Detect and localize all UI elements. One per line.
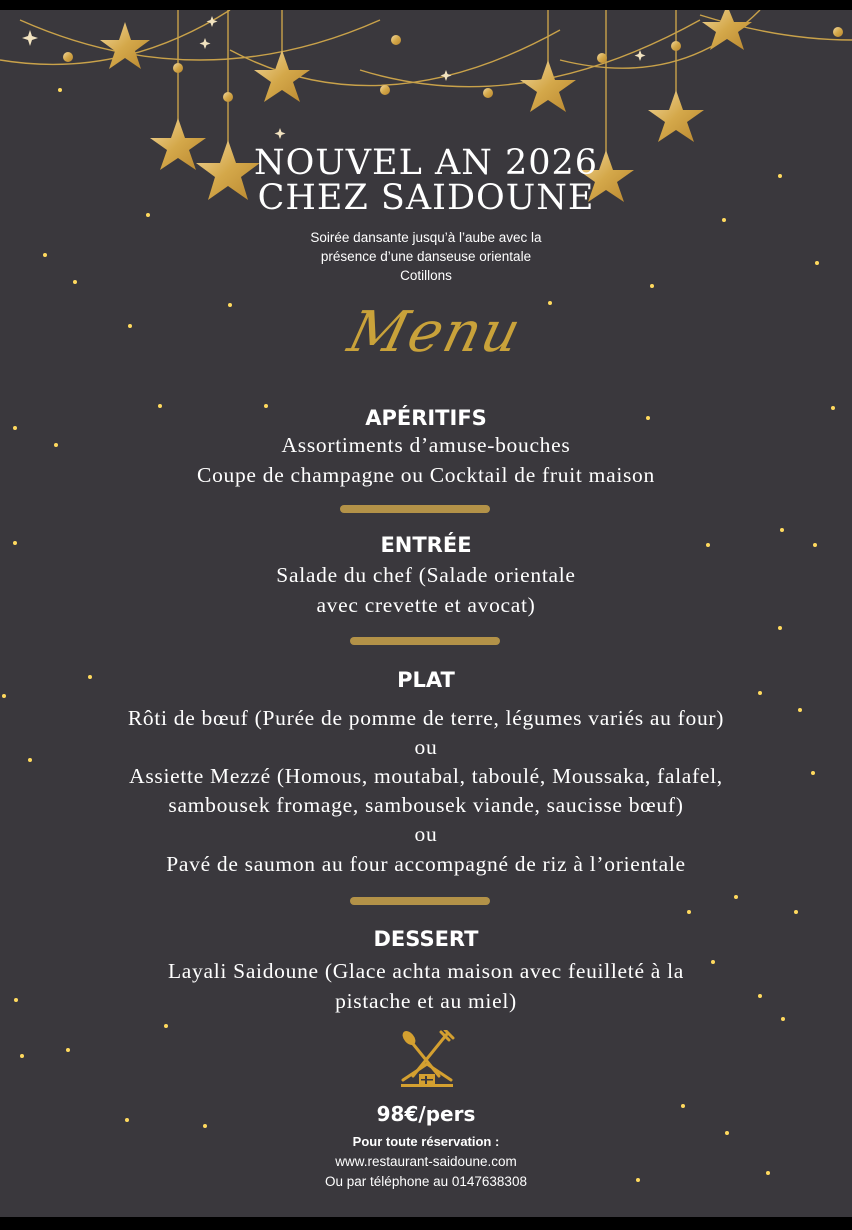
menu-script-heading: Menu: [341, 300, 529, 365]
plat-or2: ou: [414, 822, 438, 846]
heading-plat: PLAT: [397, 668, 455, 692]
plat-line1: Rôti de bœuf (Purée de pomme de terre, légumes variés au four): [127, 706, 725, 730]
entree-line2: avec crevette et avocat): [316, 593, 536, 617]
reservation-label: Pour toute réservation :: [352, 1134, 500, 1149]
menu-page: [0, 10, 852, 1217]
aperitifs-line1: Assortiments d’amuse-bouches: [281, 433, 571, 457]
plat-or1: ou: [414, 735, 438, 759]
subtitle-line2: présence d’une danseuse orientale: [320, 249, 532, 264]
plat-line2: Assiette Mezzé (Homous, moutabal, taboulé, Moussaka, falafel,: [129, 764, 723, 788]
aperitifs-line2: Coupe de champagne ou Cocktail de fruit maison: [197, 463, 655, 487]
entree-line1: Salade du chef (Salade orientale: [276, 563, 576, 587]
dessert-line1: Layali Saidoune (Glace achta maison avec feuilleté à la: [167, 959, 685, 983]
plat-line4: Pavé de saumon au four accompagné de riz à l’orientale: [166, 852, 686, 876]
page-title-line2: CHEZ SAIDOUNE: [257, 178, 595, 218]
website-link[interactable]: www.restaurant-saidoune.com: [335, 1154, 517, 1169]
subtitle-line3: Cotillons: [400, 268, 452, 283]
plat-line3: sambousek fromage, sambousek viande, saucisse bœuf): [168, 793, 684, 817]
heading-entree: ENTRÉE: [380, 533, 472, 557]
page-title-line1: NOUVEL AN 2026: [253, 143, 599, 183]
subtitle-line1: Soirée dansante jusqu’à l’aube avec la: [310, 230, 542, 245]
phone-line: Ou par téléphone au 0147638308: [325, 1174, 527, 1189]
dessert-line2: pistache et au miel): [335, 989, 517, 1013]
heading-dessert: DESSERT: [373, 927, 479, 951]
fork-knife-logo-icon: [399, 1030, 455, 1092]
price-label: 98€/pers: [376, 1102, 476, 1126]
heading-aperitifs: APÉRITIFS: [365, 406, 487, 430]
